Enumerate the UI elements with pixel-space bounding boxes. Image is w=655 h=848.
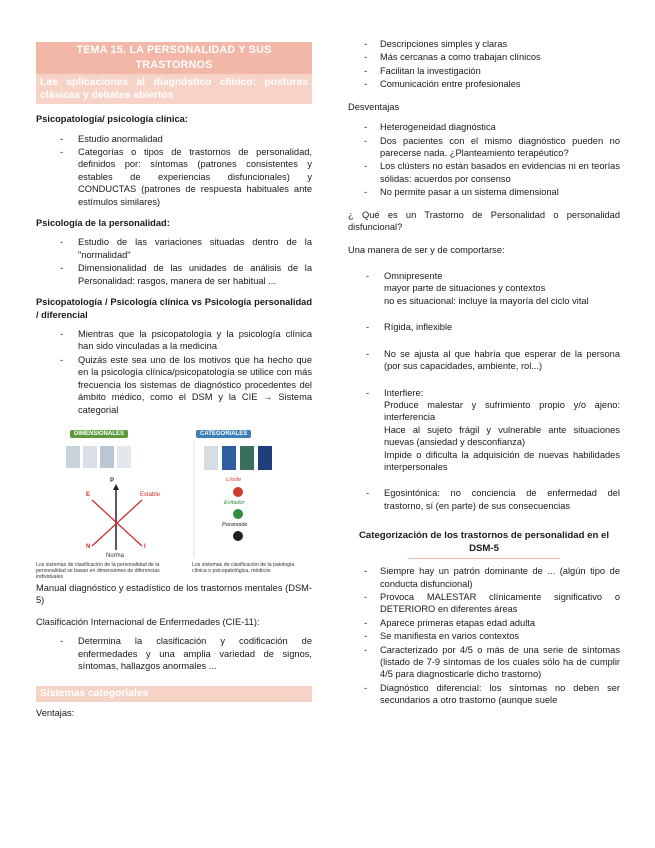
list-categorizacion [348, 565, 620, 706]
book-thumb [204, 446, 218, 470]
page-title: TEMA 15. LA PERSONALIDAD Y SUS TRASTORNOS [36, 42, 312, 74]
axis-label-i: I [144, 543, 146, 550]
list-psicopatologia [36, 133, 312, 208]
trait-interfiere: - Interfiere: Produce malestar y sufrimiento propio y/o ajeno: interferencia Hace al sujeto frágil y vulnerable ante situaciones nuevas (ansiedad y desconfianza) Impide o dificulta la adquisición de nuevas habilidades interpersonales [366, 387, 620, 472]
list-item: - Estudio de las variaciones situadas dentro de la "normalidad" [36, 236, 312, 261]
figure-illustration [36, 430, 312, 578]
book-thumb [66, 446, 80, 468]
heading-categorizacion: Categorización de los trastornos de personalidad en el DSM-5 [358, 530, 610, 554]
heading-psicopatologia: Psicopatología/ psicología clínica: [36, 114, 188, 124]
label-ventajas: Ventajas: [36, 707, 75, 718]
list-item: - Heterogeneidad diagnóstica [348, 121, 620, 133]
section-sistemas-categoriales: Sistemas categoriales [36, 686, 312, 702]
paragraph-cie: Clasificación Internacional de Enfermedades (CIE-11): [36, 616, 260, 627]
list-item: - Caracterizado por 4/5 o más de una serie de síntomas (listado de 7-9 síntomas de los cuales sólo ha de cumplir 4/5 para diagnosticarle dicho trastorno) [348, 644, 620, 681]
list-item: - No permite pasar a un sistema dimensional [348, 186, 620, 198]
list-item: - Los clústers no están basados en evidencias ni en teorías sólidas: acuerdos por consenso [348, 160, 620, 185]
label-desventajas: Desventajas [348, 101, 400, 112]
list-item: - Mientras que la psicopatología y la psicología clínica han sido vinculadas a la medicina [36, 328, 312, 353]
list-item: - Dimensionalidad de las unidades de análisis de la Personalidad: rasgos, manera de ser habitual ... [36, 262, 312, 287]
trait-line: Hace al sujeto frágil y vulnerable ante situaciones nuevas (ansiedad y desconfianza) [384, 424, 620, 448]
dimensional-categorial-figure [36, 430, 312, 578]
list-item: - Diagnóstico diferencial: los síntomas no deben ser secundarios a otro trastorno (aunque suele [348, 682, 620, 707]
trait-line: Impide o dificulta la adquisición de nuevas habilidades interpersonales [384, 449, 620, 472]
tag-categoriales: CATEGORIALES [196, 430, 251, 438]
caption-categorial: Los sistemas de clasificación de la patología clínica o psicopatológica, médicos [192, 561, 295, 574]
virus-icon [233, 509, 243, 519]
virus-icon [233, 487, 243, 497]
trait-omnipresente: - Omnipresente mayor parte de situaciones y contextos no es situacional: incluye la mayoría del ciclo vital [348, 270, 620, 307]
trait-line: Egosintónica: no conciencia de enfermedad del trastorno, sí (en parte) de sus consecuencias [384, 488, 620, 511]
trait-line: Produce malestar y sufrimiento propio y/o ajeno: interferencia [384, 399, 620, 423]
trait-rigida: - Rígida, inflexible [348, 321, 620, 333]
label-estable: Estable [140, 491, 161, 498]
book-thumb [240, 446, 254, 470]
trait-line: no es situacional: incluye la mayoría del ciclo vital [384, 295, 589, 306]
list-item: - Determina la clasificación y codificación de enfermedades y una amplia variedad de signos, síntomas, hallazgos anormales ... [36, 635, 312, 672]
list-item: - Dos pacientes con el mismo diagnóstico pueden no parecerse nada. ¿Planteamiento terapéutico? [348, 135, 620, 160]
book-thumb [100, 446, 114, 468]
label-norma: Norma [106, 552, 125, 559]
list-item: - Descripciones simples y claras [348, 38, 620, 50]
trait-line: No se ajusta al que habría que esperar de la persona (por sus capacidades, ambiente, rol...) [384, 348, 620, 372]
caption-dimensional: Los sistemas de clasificación de la personalidad de la personalidad se basan en dimensiones de diferencias individuales [36, 561, 160, 580]
trait-egosintonica: - Egosintónica: no conciencia de enfermedad del trastorno, sí (en parte) de sus consecuencias [366, 488, 620, 511]
trait-line: Rígida, inflexible [384, 322, 453, 333]
heading-vs: Psicopatología / Psicología clínica vs Psicología personalidad / diferencial [36, 297, 312, 320]
list-item: - Aparece primeras etapas edad adulta [348, 617, 620, 629]
list-item: - Siempre hay un patrón dominante de ... (algún tipo de conducta disfuncional) [348, 565, 620, 590]
list-desventajas [348, 121, 620, 198]
label-evitador: Evitador [224, 499, 245, 506]
arrow-icon [113, 484, 119, 490]
list-psicologia-personalidad [36, 236, 312, 287]
list-ventajas [348, 38, 620, 91]
heading-underline [408, 558, 560, 559]
list-item: - Más cercanas a como trabajan clínicos [348, 51, 620, 63]
axis-label-p: P [110, 477, 115, 484]
left-column [36, 0, 312, 719]
paragraph-dsm: Manual diagnóstico y estadístico de los trastornos mentales (DSM-5) [36, 582, 312, 606]
list-item: - Provoca MALESTAR clínicamente significativo o DETERIORO en diferentes áreas [348, 591, 620, 616]
book-thumb [117, 446, 131, 468]
axis-label-e: E [86, 491, 91, 498]
tag-dimensionales: DIMENSIONALES [70, 430, 128, 438]
trait-no-se-ajusta: - No se ajusta al que habría que esperar de la persona (por sus capacidades, ambiente, rol...) [366, 348, 620, 372]
list-item: - Facilitan la investigación [348, 65, 620, 77]
list-item: - Estudio anormalidad [36, 133, 312, 145]
trait-line: Omnipresente [384, 271, 443, 282]
list-item: - Quizás este sea uno de los motivos que ha hecho que en la psicología clínica/psicopatología se utilice con más frecuencia los sistemas de diagnóstico procedentes del ámbito médico, como el DSM y la CIE → Sistema categorial [36, 354, 312, 416]
book-thumb [222, 446, 236, 470]
heading-psicologia-personalidad: Psicología de la personalidad: [36, 217, 170, 228]
list-item: - Comunicación entre profesionales [348, 78, 620, 90]
list-item: - Se manifiesta en varios contextos [348, 630, 620, 642]
trait-line: mayor parte de situaciones y contextos [384, 283, 546, 294]
question-trastorno: ¿ Qué es un Trastorno de Personalidad o personalidad disfuncional? [348, 209, 620, 233]
label-paranoide: Paranoide [222, 521, 248, 528]
list-item: - Categorías o tipos de trastornos de personalidad, definidos por: síntomas (patrones consistentes y estables de experiencias disfuncionales) y CONDUCTAS (patrones de respuesta habituales ante estímulos similares) [36, 146, 312, 208]
book-thumb [258, 446, 272, 470]
right-column [348, 0, 620, 708]
list-cie [36, 635, 312, 672]
label-limite: Límite [226, 476, 242, 483]
book-thumb [83, 446, 97, 468]
axis-label-n: N [86, 543, 91, 550]
subtitle-banner: Las aplicaciones al diagnóstico clínico: posturas clásicas y debates abiertos [36, 74, 312, 104]
trait-line: Interfiere: [384, 387, 424, 398]
paragraph-manera: Una manera de ser y de comportarse: [348, 244, 505, 255]
list-vs [36, 328, 312, 416]
virus-icon [233, 531, 243, 541]
